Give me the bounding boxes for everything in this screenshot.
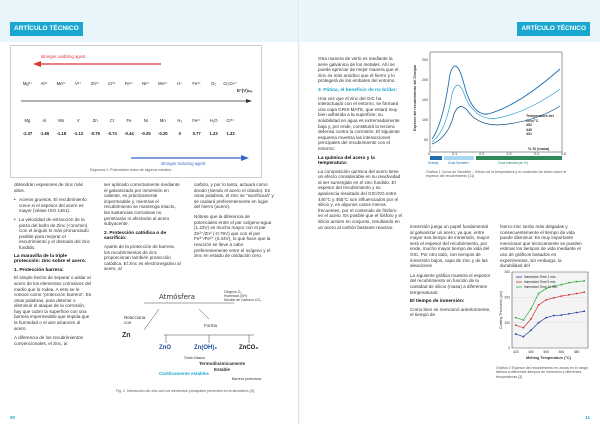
data-point (515, 333, 517, 335)
data-point (523, 327, 525, 329)
x-axis-label: Melting Temperature (°C) (526, 356, 571, 360)
x-tick-label: 540 (558, 350, 565, 354)
diagram-lines (104, 285, 280, 403)
legend-label: Immersion Time 5 min. (524, 280, 557, 285)
data-point (568, 282, 570, 284)
reduced-species: Mg (24, 118, 31, 123)
oxidized-species: Fe²⁺ (124, 81, 134, 86)
left-col-3 (194, 182, 274, 263)
reduced-species: Ni (143, 118, 148, 123)
data-point (561, 284, 563, 286)
data-point (576, 293, 578, 295)
data-point (576, 312, 578, 314)
x-tick: 0.4 (533, 152, 539, 156)
paragraph: El simple hecho de separar o aislar al acero de los elementos corrosivos del medio que lo rodea. A esto se le conoce como "protección barrera". En otras palabras, para deterior o disminuir el ataque de la corrosión, hay que cubrir la superficie con una barrera impermeable que impida que la humedad o el aire alcancen al acero. (14, 275, 92, 331)
data-point (538, 322, 540, 324)
diagram-label: Óxido Básico (184, 356, 206, 360)
section-header: ARTÍCULO TÉCNICO (10, 22, 83, 36)
data-point (568, 313, 570, 315)
oxidized-species: Zn²⁺ (90, 81, 100, 86)
reduced-species: Fe²⁺ (192, 118, 201, 123)
reduced-species: H₂ (177, 118, 183, 123)
y-tick-label: 200 (504, 295, 510, 300)
y-tick-label: 300 (504, 270, 510, 275)
reduced-species: V (76, 118, 80, 123)
fig2-caption: Fig. 2. Interacción del zinc con los elementos principales presentes en la atmósfera. [6] (116, 389, 255, 393)
zone-label: Zona tolerada (en %) (498, 161, 528, 165)
arrow-top-label: stronger oxidizing agent (41, 54, 86, 59)
x-tick: 0.2 (479, 152, 485, 156)
page-number-right: 11 (585, 415, 590, 420)
graph-legend (526, 114, 560, 137)
legend-item: 431 (526, 132, 532, 137)
redox-potential: 1.23 (209, 131, 218, 136)
x-tick: 0.1 (452, 152, 458, 156)
coating-thickness-plot (496, 268, 592, 364)
paragraph: hierro-zinc serán más delgadas y consecuentemente el tiempo de vida puede disminuir. Es muy importante mencionar que técnicamente se pueden estimar los tiempos de vida mediante el uso de gráficos basados en experimentos, sin embargo, la durabilidad del (500, 224, 582, 269)
redox-arrows (11, 46, 263, 179)
oxidized-row (19, 81, 239, 86)
y-tick: 150 (422, 98, 428, 102)
data-point (523, 319, 525, 321)
x-axis-label: % Si (masa) (528, 147, 550, 151)
redox-potential: -0.44 (124, 131, 134, 136)
diagram-label: Barrera protectora (232, 377, 262, 381)
y-axis-label: Espesor del recubrimiento del Zinc/µm (413, 64, 417, 132)
product-zno: ZnO (159, 345, 171, 351)
zinc-label: Zn (122, 332, 131, 339)
oxidized-species: Fe³⁺ (192, 81, 201, 86)
section-heading: La maravilla de la triple protección: zinc sobre el acero. (14, 253, 86, 265)
data-point (568, 294, 570, 296)
legend-title: Temperatura del Zinc/°C (526, 114, 554, 123)
redox-potential: 0.77 (192, 131, 201, 136)
subheading: 2. Protección catódica o de sacrificio: (104, 230, 167, 242)
y-ticks (418, 50, 428, 150)
x-ticks (428, 152, 566, 156)
paragraph: A diferencia de los recubrimientos convencionales, el zinc, al (14, 335, 83, 346)
redox-potential: -0.25 (141, 131, 151, 136)
diagram-label: Termodinámicamente (199, 361, 246, 366)
redox-figure (10, 45, 262, 178)
data-point (553, 297, 555, 299)
paragraph: La siguiente gráfica muestra el espesor del recubrimiento en función de la cantidad de silicio (masa) a diferentes temperaturas: (410, 272, 491, 295)
section-heading: El tiempo de inmersión: (410, 299, 465, 305)
reduced-species: Al (42, 118, 47, 123)
redox-potential: 0 (178, 131, 181, 136)
oxidized-species: Ni²⁺ (142, 81, 150, 86)
x-tick-label: 420 (512, 350, 519, 354)
diagram-label: Cinéticamente estables (159, 371, 210, 376)
list-item: • La velocidad de extracción de la pieza del baño de Zinc (<1m/min). Con el ángulo lo más pronunciado posible para mejorar el escurrimiento y el drenado del zinc fundido. (14, 217, 92, 251)
right-col-2 (410, 224, 492, 322)
right-col-1 (318, 56, 402, 234)
left-col-2 (104, 182, 182, 276)
reduced-species: Fe (126, 118, 132, 123)
arrow-bottom-label: stronger reducing agent (161, 161, 206, 166)
left-col-1 (14, 182, 92, 350)
list-item: • Aceros gruesos. El recubrimiento crece si el espesor del acero es mayor (véase ISO 1461). (14, 197, 92, 214)
oxidized-species: H⁺ (177, 81, 183, 86)
section-heading: La química del acero y la temperatura: (318, 155, 375, 167)
redox-potential: -0.76 (90, 131, 100, 136)
data-point (523, 336, 525, 338)
legend-item: 440 (526, 127, 532, 132)
right-page (300, 0, 600, 424)
gases-list (224, 290, 261, 303)
y-tick: 100 (422, 118, 428, 122)
x-tick-label: 460 (528, 350, 534, 354)
redox-potential: -1.66 (39, 131, 50, 136)
paragraph: Una vez que el zinc del GIC ha interactuado con el entorno, se formará una capa GRIS MATE, que estará muy bien adherida a la superficie; su solubilidad en agua es extremadamente baja y, por ende, constituirá la tercera defensa contra la corrosión. El siguiente esquema muestra las interacciones principales del recubrimiento con el entorno: (318, 95, 400, 151)
reduced-species: Mn (159, 118, 166, 123)
data-point (530, 308, 532, 310)
redox-potential: -2.37 (22, 131, 33, 136)
legend-label: Immersion Time 10 min. (524, 285, 559, 290)
zone-label: Zona Sandelin (448, 161, 469, 165)
paragraph: La composición química del acero tiene un efecto considerable en su reactividad al ser sumergido en el zinc fundido. El espesor del recubrimiento y su apariencia resultado del GIC/GG entre 445°C y 455°C son influenciados por el silicio y, en algunos casos menos frecuentes, por el contenido de fósforo en el acero. Es posible que el fósforo y el silicio actúen en conjunto, resultando en un acero al carbón bastante reactivo. (318, 168, 403, 230)
zone-label: Sebisty (428, 161, 439, 165)
data-point (530, 329, 532, 331)
data-point (545, 299, 547, 301)
oxidized-species: Mn²⁺ (158, 81, 168, 86)
data-point (538, 304, 540, 306)
oxidized-species: Mn²⁺ (56, 81, 67, 86)
redox-potential: -0.74 (107, 131, 117, 136)
gas-item: Dióxido de Carbono CO₂ (224, 298, 262, 303)
coating-thickness-chart (496, 268, 592, 392)
redox-potential: -0.20 (158, 131, 168, 136)
data-point (583, 310, 585, 312)
subheading: 3. Pátina, el beneficio de no brillar: (318, 87, 398, 93)
data-point (576, 281, 578, 283)
gas-item: Humedad (OH) (224, 294, 247, 299)
paragraph: Nótese que la diferencia de potenciales entre el par oxígeno-agua (1.23V) es mucho mayor con el par Zn²⁺/Zn⁰ (-0.76V) que con el par Fe³⁺/Fe²⁺ (0.44V), lo que hace que la reacción se lleve a cabo preferentemente entre el oxígeno y el zinc en estado de oxidación cero. (194, 213, 272, 259)
oxidized-species: Al³⁺ (40, 81, 49, 86)
data-point (538, 293, 540, 295)
paragraph: inmersión juega un papel fundamental al galvanizar un acero, ya que, entre mayor sea tiempo de inmersión, mayor será el espesor del recubrimiento, por ende, mucho mayor tiempo de vida del GIC. Por otro lado, con tiempos de inmersión bajos, capa de zinc y de las aleaciones (410, 224, 490, 269)
right-col-3 (500, 224, 584, 273)
data-point (515, 317, 517, 319)
section-header: ARTÍCULO TÉCNICO (517, 22, 590, 36)
fig1-caption: Esquema 1. Potenciales redox de algunos metales. (90, 168, 172, 172)
reduced-species: Cr (109, 118, 115, 123)
legend-item: 452 (526, 123, 532, 128)
graph2-caption: Gráfica 2 Espesor del recubrimiento en zonas en el rango fabrica a diferentes tiempos de inmersión y diferentes temperaturas [3] (496, 366, 588, 379)
paragraph: obtendrán espesores de zinc más altos. (14, 182, 83, 193)
data-point (583, 280, 585, 282)
x-tick-label: 580 (573, 350, 580, 354)
oxidized-species: Cr³⁺ (108, 81, 117, 86)
data-point (545, 317, 547, 319)
redox-potential: 1.33 (226, 131, 235, 136)
reduced-row (19, 118, 239, 123)
paragraph: Como bien se mencionó anteriormente, el tiempo de (410, 306, 491, 318)
paragraph: Otra manera de verlo es mediante la serie galvánica de los metales. Ahí se puede apreciar de mejor manera que el zinc es más anódico que el hierro y lo protegerá de los embates del entorno. (318, 56, 399, 84)
oxidized-species: Mg²⁺ (22, 81, 33, 86)
y-tick-label: 100 (504, 320, 510, 325)
bullet-list (14, 197, 92, 250)
x-tick: 0.3 (506, 152, 512, 156)
forms-label: Forma (204, 323, 218, 328)
graph1-caption: Gráfica 1 Curva de Sandelin – Efecto de la temperatura y el contenido de silicio sobre el espesor del recubrimiento [11] (426, 170, 567, 179)
product-znco3: ZnCO₃ (239, 345, 259, 351)
subheading: 1. Protección barrera: (14, 267, 64, 273)
data-point (561, 314, 563, 316)
y-tick: 50 (424, 138, 428, 142)
reduced-species: Mn (58, 118, 65, 123)
data-point (553, 315, 555, 317)
gas-item: Oxígeno O₂ (224, 290, 242, 294)
atmosphere-label: Atmósfera (159, 293, 196, 301)
y-tick: 250 (422, 58, 428, 62)
potential-row (19, 131, 239, 136)
redox-potential: -1.13 (73, 131, 83, 136)
oxidized-species: Cr₂O₇²⁻ (223, 81, 238, 86)
reduced-species: Cr³⁺ (226, 118, 235, 123)
legend-label: Immersion Time 1 min. (524, 275, 557, 280)
redox-potential: -1.18 (56, 131, 67, 136)
x-tick: 0.5 (560, 152, 566, 156)
data-point (583, 291, 585, 293)
axis-label: E°(V)ₘₑ (237, 88, 253, 93)
data-point (561, 295, 563, 297)
diagram-label: Estable (214, 367, 231, 372)
page-number-left: 00 (10, 415, 16, 420)
reaction-label: Reacciona con (124, 315, 146, 325)
y-axis-label: Coating Thickness (µm) (499, 291, 503, 329)
x-tick: 0 (428, 152, 430, 156)
y-tick: 200 (422, 78, 428, 82)
reduced-species: H₂O (209, 118, 218, 123)
paragraph: ser aplicado correctamente mediante el galvanizado por inmersión en caliente, es prácticamente impermeable y, mientras el recubrimiento se mantenga intacto, las sustancias corrosivas no penetrarán ni afectarán al acero subyacente. (104, 182, 180, 227)
reduced-species: Zn (92, 118, 98, 123)
data-point (515, 324, 517, 326)
zinc-interaction-figure (104, 285, 280, 403)
data-point (530, 318, 532, 320)
oxidized-species: O₂ (211, 81, 217, 86)
paragraph: Aparte de la protección de barrera, los recubrimientos de zinc proporcionan también protección catódica. El zinc es electronegativo al acero, al (104, 243, 181, 272)
sandelin-graph (408, 44, 590, 204)
paragraph: carbón, y por lo tanto, actuará como ánodo (siendo el acero el cátodo). En otras palabras, el zinc se "sacrificará" y se oxidará preferentemente en lugar del hierro (acero). (194, 182, 274, 210)
oxidized-species: V²⁺ (75, 81, 82, 86)
x-tick-label: 500 (543, 350, 550, 354)
product-zn-oh: Zn(OH)₂ (194, 345, 217, 351)
y-tick-label: 0 (508, 346, 510, 351)
